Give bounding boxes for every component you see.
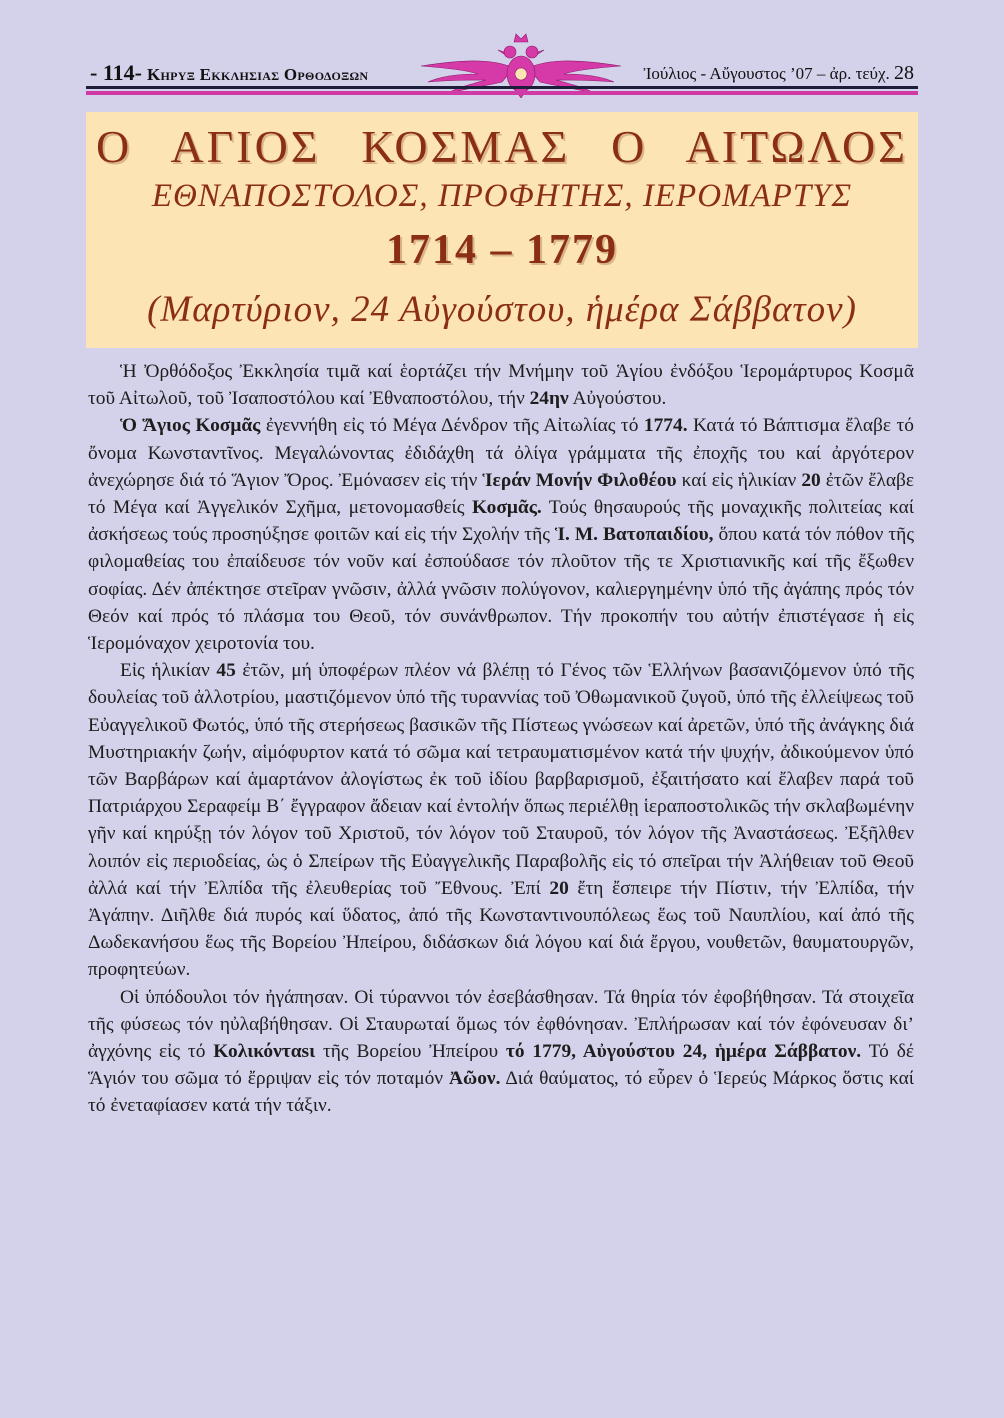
bold-text-run: Ἱεράν Μονήν Φιλοθέου xyxy=(482,469,677,491)
bold-text-run: Ἱ. Μ. Βατοπαιδίου, xyxy=(554,524,714,546)
text-run: ἐγεννήθη εἰς τό Μέγα Δένδρον τῆς Αἰτωλίας τό xyxy=(260,415,644,437)
text-run: Τούς θησαυρούς τῆς μοναχικῆς πολιτείας καί ἀσκήσεως τούς προσηύξησε φοιτῶν καί εἰς τήν Σχολήν τῆς xyxy=(88,497,915,546)
header-right xyxy=(643,62,914,85)
bold-text-run: 20 xyxy=(549,877,569,899)
text-run: Αὐγούστου. xyxy=(568,388,667,410)
bold-text-run: τό 1779, Αὐγούστου 24, ἡμέρα Σάββατον. xyxy=(505,1041,862,1063)
journal-name: Κηρυξ Εκκλησιας Ορθοδοξων xyxy=(146,65,369,84)
text-run: ὅπου κατά τόν πόθον τῆς φιλομαθείας του ἐπαίδευσε τόν νοῦν καί ἐσπούδασε τόν πλοῦτον τῆς τε Χριστιανικῆς καί τῆς ἔξωθεν σοφίας. Δέν ἀπέκτησε στεῖραν γνῶσιν, ἀλλά γνῶσιν πολύγονον, καλιεργημένην ὑπό τῆς ἀγάπης πρός τόν Θεόν καί πρός τό πλάσμα του Θεοῦ, τόν συνάνθρωπον. Τήν προκοπήν του αὐτήν ἐπιστέγασε ἡ εἰς Ἱερομόναχον χειροτονία του. xyxy=(88,524,914,655)
text-run: Εἰς ἡλικίαν xyxy=(120,660,217,682)
bold-text-run: Κοσμᾶς. xyxy=(471,497,542,519)
title-box xyxy=(86,112,918,348)
text-run: Διά θαύματος, τό εὗρεν ὁ Ἱερεύς Μάρκος ὅστις καί τό ἐνεταφίασεν κατά τήν τάξιν. xyxy=(88,1068,914,1117)
bold-text-run: 24ην xyxy=(529,388,569,410)
header-left xyxy=(90,60,368,86)
paragraph xyxy=(88,657,914,983)
issue-number: 28 xyxy=(894,62,914,84)
bold-text-run: 1774. xyxy=(643,415,688,437)
bold-text-run: Κολικόνταsι xyxy=(213,1041,316,1063)
text-run: Οἱ ὑπόδουλοι τόν ἠγάπησαν. Οἱ τύραννοι τόν ἐσεβάσθησαν. Τά θηρία τόν ἐφοβήθησαν. Τά στοιχεῖα τῆς φύσεως τόν ηὐλαβήθησαν. Οἱ Σταυρωταί ὅμως τόν ἐφθόνησαν. Ἐπλήρωσαν καί τόν ἐφόνευσαν δι’ ἀγχόνης εἰς τό xyxy=(88,986,914,1063)
bold-text-run: 45 xyxy=(216,660,236,682)
page-header xyxy=(86,30,918,94)
article-subtitle: ΕΘΝΑΠΟΣΤΟΛΟΣ, ΠΡΟΦΗΤΗΣ, ΙΕΡΟΜΑΡΤΥΣ xyxy=(151,178,853,214)
text-run: ἔτη ἔσπειρε τήν Πίστιν, τήν Ἐλπίδα, τήν Ἀγάπην. Διῆλθε διά πυρός καί ὕδατος, ἀπό τῆς Κωνσταντινουπόλεως ἕως τοῦ Ναυπλίου, καί ἀπό τῆς Δωδεκανήσου ἕως τῆς Βορείου Ἠπείρου, διδάσκων διά λόγου καί διά ἔργου, νουθετῶν, θαυματουργῶν, προφητεύων. xyxy=(88,877,914,981)
text-run: Κατά τό Βάπτισμα ἔλαβε τό ὄνομα Κωνσταντῖνος. Μεγαλώνοντας ἐδιδάχθη τά ὀλίγα γράμματα τῆς ἐποχῆς του καί ἀργότερον ἀνεχώρησε διά τό Ἅγιον Ὄρος. Ἐμόνασεν εἰς τήν xyxy=(88,415,914,491)
text-run: ἐτῶν ἔλαβε τό Μέγα καί Ἀγγελικόν Σχῆμα, μετονομασθείς xyxy=(88,469,914,519)
page-number: - 114- xyxy=(90,60,142,85)
paragraph xyxy=(88,412,914,657)
article-body xyxy=(88,358,914,1120)
text-run: τῆς Βορείου Ἠπείρου xyxy=(315,1041,506,1063)
article-title: Ο ΑΓΙΟΣ ΚΟΣΜΑΣ Ο ΑΙΤΩΛΟΣ xyxy=(96,121,908,172)
bold-text-run: Ἀῶον. xyxy=(449,1068,501,1090)
text-run: Ἡ Ὀρθόδοξος Ἐκκλησία τιμᾶ καί ἑορτάζει τήν Μνήμην τοῦ Ἁγίου ἐνδόξου Ἱερομάρτυρος Κοσμᾶ τοῦ Αἰτωλοῦ, τοῦ Ἰσαποστόλου καί Ἐθναποστόλου, τήν xyxy=(88,361,914,410)
bold-text-run: 20 xyxy=(801,469,821,491)
text-run: καί εἰς ἡλικίαν xyxy=(676,469,802,491)
paragraph xyxy=(88,984,914,1120)
paragraph xyxy=(88,358,914,412)
text-run: Τό δέ Ἅγιόν του σῶμα τό ἔρριψαν εἰς τόν ποταμόν xyxy=(88,1041,914,1090)
issue-label: Ἰούλιος - Αὔγουστος ’07 – ἀρ. τεύχ. xyxy=(643,64,890,83)
article-years: 1714 – 1779 xyxy=(386,227,618,273)
article-martyrdom-date: (Μαρτύριον, 24 Αὐγούστου, ἡμέρα Σάββατον) xyxy=(147,289,857,330)
header-rule-dark xyxy=(86,86,918,89)
text-run: ἐτῶν, μή ὑποφέρων πλέον νά βλέπῃ τό Γένος τῶν Ἑλλήνων βασανιζόμενον ὑπό τῆς δουλείας τοῦ ἀλλοτρίου, μαστιζόμενον ὑπό τῆς τυραννίας τοῦ Ὀθωμανικοῦ ζυγοῦ, ὑπό τῆς ἐλλείψεως τοῦ Εὐαγγελικοῦ Φωτός, ὑπό τῆς στερήσεως βασικῶν τῆς Πίστεως γνώσεων καί ἀρετῶν, ὑπό τῆς ἀνάγκης διά Μυστηριακήν ζωήν, αἱμόφυρτον κατά τό σῶμα καί τετραυματισμένον κατά τήν ψυχήν, ἀδικούμενον ὑπό τῶν Βαρβάρων καί ἁμαρτάνον ἀλογίστως ἐκ τοῦ ἰδίου βαρβαρισμοῦ, ἐξαιτήσατο καί ἔλαβεν παρά τοῦ Πατριάρχου Σεραφείμ Β΄ ἔγγραφον ἄδειαν καί ἐντολήν ὅπως περιέλθῃ ἱεραποστολικῶς τήν σκλαβωμένην γῆν καί κηρύξῃ τόν λόγον τοῦ Χριστοῦ, τόν λόγον τοῦ Σταυροῦ, τόν λόγον τῆς Ἀναστάσεως. Ἐξῆλθεν λοιπόν εἰς περιοδείας, ὡς ὁ Σπείρων τῆς Εὐαγγελικῆς Παραβολῆς εἰς τό σπεῖραι τήν Ἀλήθειαν τοῦ Θεοῦ ἀλλά καί τήν Ἐλπίδα τῆς ἐλευθερίας τοῦ Ἔθνους. Ἐπί xyxy=(88,660,914,899)
header-rule-magenta xyxy=(86,91,918,95)
bold-text-run: Ὁ Ἅγιος Κοσμᾶς xyxy=(120,415,261,437)
